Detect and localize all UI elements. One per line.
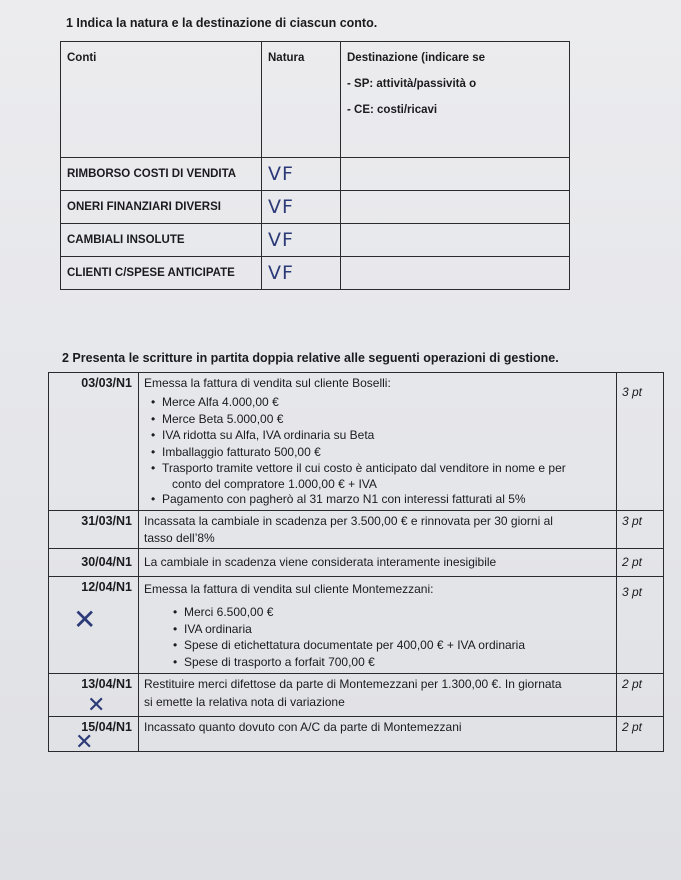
operation-description: [139, 577, 617, 674]
account-name: CLIENTI C/SPESE ANTICIPATE: [61, 257, 262, 290]
header-destinazione-line: - SP: attività/passività o: [347, 78, 477, 90]
list-item: • Imballaggio fatturato 500,00 €: [162, 444, 611, 461]
list-item: • Spese di trasporto a forfait 700,00 €: [184, 654, 611, 671]
natura-cell[interactable]: [262, 257, 341, 290]
header-conti: Conti: [61, 42, 262, 158]
operations-table: [48, 372, 664, 752]
operation-text-line2: tasso dell’8%: [144, 531, 215, 545]
operation-description: [139, 674, 617, 717]
operation-text: Incassata la cambiale in scadenza per 3.500,00 € e rinnovata per 30 giorni al: [144, 514, 553, 528]
list-item: • Merce Beta 5.000,00 €: [162, 411, 611, 428]
list-item: • Merce Alfa 4.000,00 €: [162, 394, 611, 411]
operation-date: [49, 717, 139, 752]
operation-date-text: 15/04/N1: [81, 720, 132, 734]
table-row: [61, 224, 570, 257]
operation-points: 3 pt: [617, 373, 664, 511]
operation-date: 31/03/N1: [49, 511, 139, 549]
operation-description: [139, 511, 617, 549]
table-row: [49, 577, 664, 674]
accounts-table: [60, 41, 570, 290]
operation-description: [139, 373, 617, 511]
handwritten-x-mark-icon: ✕: [75, 729, 94, 754]
handwritten-answer: VF: [268, 196, 294, 218]
operation-points: 2 pt: [617, 717, 664, 752]
account-name: CAMBIALI INSOLUTE: [61, 224, 262, 257]
handwritten-answer: VF: [268, 262, 294, 284]
operation-points: 2 pt: [617, 549, 664, 577]
table-row: [49, 511, 664, 549]
natura-cell[interactable]: [262, 191, 341, 224]
table-row: [61, 257, 570, 290]
natura-cell[interactable]: [262, 224, 341, 257]
account-name: ONERI FINANZIARI DIVERSI: [61, 191, 262, 224]
list-item: • Pagamento con pagherò al 31 marzo N1 con interessi fatturati al 5%: [162, 491, 611, 508]
list-item: • Merci 6.500,00 €: [184, 604, 611, 621]
operation-date: [49, 674, 139, 717]
account-name: RIMBORSO COSTI DI VENDITA: [61, 158, 262, 191]
handwritten-x-mark-icon: ✕: [87, 692, 106, 717]
handwritten-answer: VF: [268, 163, 294, 185]
header-destinazione-line: - CE: costi/ricavi: [347, 104, 438, 116]
question-1-title: 1 Indica la natura e la destinazione di ciascun conto.: [66, 16, 378, 30]
table-row: [61, 158, 570, 191]
table-row: [61, 191, 570, 224]
operation-points: 3 pt: [617, 577, 664, 674]
list-item: • Trasporto tramite vettore il cui costo è anticipato dal venditore in nome e per: [162, 460, 611, 477]
operation-bullets: [162, 394, 611, 477]
operation-continuation: conto del compratore 1.000,00 € + IVA: [172, 476, 377, 491]
table-row: [49, 373, 664, 511]
operation-text: La cambiale in scadenza viene considerata interamente inesigibile: [139, 549, 617, 577]
operation-text: Emessa la fattura di vendita sul cliente Boselli:: [144, 376, 391, 390]
header-destinazione-line: Destinazione (indicare se: [347, 52, 486, 64]
list-item: • Spese di etichettatura documentate per 400,00 € + IVA ordinaria: [184, 637, 611, 654]
operation-date-text: 12/04/N1: [81, 580, 132, 594]
natura-cell[interactable]: [262, 158, 341, 191]
destinazione-cell[interactable]: [341, 191, 570, 224]
operation-date-text: 13/04/N1: [81, 677, 132, 691]
list-item: • IVA ordinaria: [184, 621, 611, 638]
operation-points: 2 pt: [617, 674, 664, 717]
operation-text: Emessa la fattura di vendita sul cliente Montemezzani:: [144, 582, 434, 596]
operation-text-line2: si emette la relativa nota di variazione: [144, 695, 345, 709]
operation-text: Restituire merci difettose da parte di Montemezzani per 1.300,00 €. In giornata: [144, 677, 562, 691]
table-row: [49, 674, 664, 717]
destinazione-cell[interactable]: [341, 257, 570, 290]
table-row: [49, 717, 664, 752]
operation-points: 3 pt: [617, 511, 664, 549]
list-item: • IVA ridotta su Alfa, IVA ordinaria su Beta: [162, 427, 611, 444]
operation-date: [49, 577, 139, 674]
header-destinazione: [341, 42, 570, 158]
table-row: [49, 549, 664, 577]
operation-date: 30/04/N1: [49, 549, 139, 577]
handwritten-x-mark-icon: ✕: [73, 604, 97, 635]
header-natura: Natura: [262, 42, 341, 158]
operation-bullets: [184, 604, 611, 670]
handwritten-answer: VF: [268, 229, 294, 251]
operation-bullets: [162, 491, 611, 508]
destinazione-cell[interactable]: [341, 158, 570, 191]
accounts-header-row: [61, 42, 570, 158]
question-2-title: 2 Presenta le scritture in partita doppia relative alle seguenti operazioni di gestione.: [62, 351, 559, 365]
operation-text: Incassato quanto dovuto con A/C da parte di Montemezzani: [139, 717, 617, 752]
operation-date: 03/03/N1: [49, 373, 139, 511]
destinazione-cell[interactable]: [341, 224, 570, 257]
